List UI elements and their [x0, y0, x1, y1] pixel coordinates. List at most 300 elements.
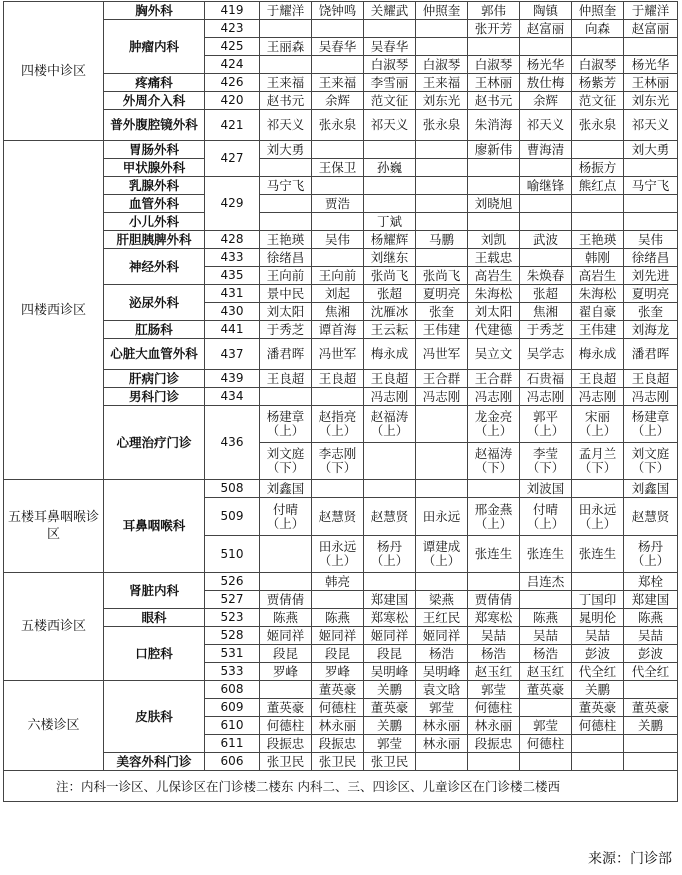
doctor-cell: [416, 480, 468, 498]
doctor-cell: 丁国印: [572, 591, 624, 609]
table-row: [4, 2, 678, 20]
doctor-cell: 王良超: [364, 370, 416, 388]
doctor-cell: 王载忠: [468, 249, 520, 267]
doctor-cell: 邢金燕 （上）: [468, 498, 520, 536]
doctor-cell: 韩刚: [572, 249, 624, 267]
doctor-cell: 吴喆: [468, 627, 520, 645]
department-cell: 神经外科: [104, 249, 205, 285]
room-cell: 609: [205, 699, 260, 717]
doctor-cell: [312, 388, 364, 406]
doctor-cell: 罗峰: [312, 663, 364, 681]
doctor-cell: 刘凯: [468, 231, 520, 249]
doctor-cell: [416, 177, 468, 195]
room-cell: 431: [205, 285, 260, 303]
doctor-cell: 王伟建: [572, 321, 624, 339]
doctor-cell: 徐绪昌: [624, 249, 678, 267]
doctor-cell: 贾倩倩: [260, 591, 312, 609]
table-row: [4, 249, 678, 267]
doctor-cell: [416, 20, 468, 38]
doctor-cell: [260, 20, 312, 38]
doctor-cell: 姬同祥: [312, 627, 364, 645]
room-cell: 611: [205, 735, 260, 753]
doctor-cell: 代建德: [468, 321, 520, 339]
doctor-cell: [624, 213, 678, 231]
doctor-cell: 郑寒松: [468, 609, 520, 627]
doctor-cell: 晁明伦: [572, 609, 624, 627]
doctor-cell: 贾浩: [312, 195, 364, 213]
doctor-cell: [312, 591, 364, 609]
doctor-cell: [260, 536, 312, 573]
doctor-cell: 喻继锋: [520, 177, 572, 195]
doctor-cell: 朱海松: [572, 285, 624, 303]
doctor-cell: 何德柱: [520, 735, 572, 753]
department-cell: 疼痛科: [104, 74, 205, 92]
doctor-cell: 王丽森: [260, 38, 312, 56]
table-row: [4, 195, 678, 213]
doctor-cell: 冯世军: [416, 339, 468, 370]
doctor-cell: [416, 443, 468, 480]
doctor-cell: 熊红点: [572, 177, 624, 195]
room-cell: 421: [205, 110, 260, 141]
department-cell: 心脏大血管外科: [104, 339, 205, 370]
doctor-cell: 吴喆: [520, 627, 572, 645]
doctor-cell: 潘君晖: [624, 339, 678, 370]
doctor-cell: [416, 159, 468, 177]
room-cell: 606: [205, 753, 260, 771]
department-cell: 血管外科: [104, 195, 205, 213]
doctor-cell: 谭建成 （上）: [416, 536, 468, 573]
doctor-cell: 郭莹: [520, 717, 572, 735]
doctor-cell: 徐绪昌: [260, 249, 312, 267]
doctor-cell: 刘东光: [416, 92, 468, 110]
doctor-cell: 罗峰: [260, 663, 312, 681]
doctor-cell: 刘大勇: [624, 141, 678, 159]
department-cell: 胃肠外科: [104, 141, 205, 159]
department-cell: 眼科: [104, 609, 205, 627]
doctor-cell: 吴喆: [624, 627, 678, 645]
doctor-cell: [416, 38, 468, 56]
doctor-cell: 吴明峰: [364, 663, 416, 681]
doctor-cell: 高岩生: [468, 267, 520, 285]
room-cell: 508: [205, 480, 260, 498]
doctor-cell: 曹海清: [520, 141, 572, 159]
doctor-cell: [520, 699, 572, 717]
doctor-cell: 郭莹: [364, 735, 416, 753]
room-cell: 428: [205, 231, 260, 249]
table-row: [4, 285, 678, 303]
doctor-cell: 王林丽: [624, 74, 678, 92]
doctor-cell: [416, 141, 468, 159]
doctor-cell: [624, 753, 678, 771]
doctor-cell: 王良超: [572, 370, 624, 388]
doctor-cell: [572, 195, 624, 213]
doctor-cell: 刘文庭 （下）: [260, 443, 312, 480]
doctor-cell: [416, 195, 468, 213]
doctor-cell: 向森: [572, 20, 624, 38]
doctor-cell: 王来福: [312, 74, 364, 92]
doctor-cell: [364, 573, 416, 591]
doctor-cell: 刘大勇: [260, 141, 312, 159]
table-row: [4, 74, 678, 92]
doctor-cell: [624, 735, 678, 753]
doctor-cell: [260, 195, 312, 213]
doctor-cell: 刘太阳: [468, 303, 520, 321]
doctor-cell: 关鹏: [624, 717, 678, 735]
doctor-cell: 景中民: [260, 285, 312, 303]
doctor-cell: 宋丽 （上）: [572, 406, 624, 443]
doctor-cell: 王来福: [416, 74, 468, 92]
doctor-cell: [624, 681, 678, 699]
doctor-cell: 孟月兰 （下）: [572, 443, 624, 480]
doctor-cell: 沈雁冰: [364, 303, 416, 321]
doctor-cell: [416, 406, 468, 443]
doctor-cell: 田永远 （上）: [572, 498, 624, 536]
doctor-cell: 李雪丽: [364, 74, 416, 92]
doctor-cell: [416, 573, 468, 591]
doctor-cell: 王向前: [260, 267, 312, 285]
doctor-cell: 王合群: [468, 370, 520, 388]
doctor-cell: 梅永成: [572, 339, 624, 370]
department-cell: 乳腺外科: [104, 177, 205, 195]
source-credit: 来源：门诊部: [588, 851, 672, 867]
doctor-cell: 段振忠: [312, 735, 364, 753]
doctor-cell: [312, 213, 364, 231]
department-cell: 甲状腺外科: [104, 159, 205, 177]
doctor-cell: 赵书元: [260, 92, 312, 110]
doctor-cell: 林永丽: [312, 717, 364, 735]
doctor-cell: 张永泉: [416, 110, 468, 141]
doctor-cell: 于耀洋: [260, 2, 312, 20]
room-cell: 429: [205, 177, 260, 231]
table-row: [4, 388, 678, 406]
doctor-cell: [572, 573, 624, 591]
doctor-cell: [468, 159, 520, 177]
room-cell: 427: [205, 141, 260, 177]
doctor-cell: 张卫民: [260, 753, 312, 771]
doctor-cell: 郭伟: [468, 2, 520, 20]
doctor-cell: 张开芳: [468, 20, 520, 38]
doctor-cell: 董英豪: [260, 699, 312, 717]
doctor-cell: 孙巍: [364, 159, 416, 177]
doctor-cell: 何德柱: [468, 699, 520, 717]
doctor-cell: 敖仕梅: [520, 74, 572, 92]
doctor-cell: 田永远: [416, 498, 468, 536]
doctor-cell: 石贵福: [520, 370, 572, 388]
doctor-cell: 郑寒松: [364, 609, 416, 627]
doctor-cell: [364, 177, 416, 195]
table-row: [4, 159, 678, 177]
doctor-cell: 付晴 （上）: [260, 498, 312, 536]
doctor-cell: [312, 56, 364, 74]
doctor-cell: 何德柱: [260, 717, 312, 735]
doctor-cell: 段昆: [312, 645, 364, 663]
doctor-cell: 吴春华: [312, 38, 364, 56]
doctor-cell: [260, 159, 312, 177]
doctor-cell: 张超: [364, 285, 416, 303]
doctor-cell: 代全红: [624, 663, 678, 681]
note-row: [4, 771, 678, 802]
doctor-cell: 刘太阳: [260, 303, 312, 321]
doctor-cell: 于耀洋: [624, 2, 678, 20]
doctor-cell: 刘先进: [624, 267, 678, 285]
doctor-cell: 郭莹: [468, 681, 520, 699]
doctor-cell: 朱焕春: [520, 267, 572, 285]
doctor-cell: [364, 20, 416, 38]
doctor-cell: [624, 159, 678, 177]
room-cell: 509: [205, 498, 260, 536]
room-cell: 436: [205, 406, 260, 480]
doctor-cell: 关鹏: [364, 681, 416, 699]
doctor-cell: 杨光华: [520, 56, 572, 74]
doctor-cell: 林永丽: [416, 717, 468, 735]
doctor-cell: 于秀芝: [520, 321, 572, 339]
doctor-cell: 郑建国: [624, 591, 678, 609]
doctor-cell: 刘东光: [624, 92, 678, 110]
room-cell: 527: [205, 591, 260, 609]
doctor-cell: 杨浩: [520, 645, 572, 663]
doctor-cell: 赵富丽: [520, 20, 572, 38]
doctor-cell: 段振忠: [260, 735, 312, 753]
doctor-cell: [572, 141, 624, 159]
doctor-cell: 冯志刚: [624, 388, 678, 406]
department-cell: 肛肠科: [104, 321, 205, 339]
room-cell: 426: [205, 74, 260, 92]
doctor-cell: 王来福: [260, 74, 312, 92]
doctor-cell: 张连生: [468, 536, 520, 573]
doctor-cell: 张永泉: [572, 110, 624, 141]
department-cell: 耳鼻咽喉科: [104, 480, 205, 573]
doctor-cell: 冯志刚: [468, 388, 520, 406]
department-cell: 泌尿外科: [104, 285, 205, 321]
room-cell: 423: [205, 20, 260, 38]
room-cell: 437: [205, 339, 260, 370]
doctor-cell: 姬同祥: [364, 627, 416, 645]
doctor-cell: 杨浩: [468, 645, 520, 663]
doctor-cell: [364, 443, 416, 480]
department-cell: 胸外科: [104, 2, 205, 20]
doctor-cell: 郑建国: [364, 591, 416, 609]
doctor-cell: 冯志刚: [572, 388, 624, 406]
room-cell: 608: [205, 681, 260, 699]
doctor-cell: 祁天义: [520, 110, 572, 141]
doctor-cell: 段昆: [260, 645, 312, 663]
doctor-cell: [416, 213, 468, 231]
doctor-cell: 张尚飞: [364, 267, 416, 285]
doctor-cell: 段昆: [364, 645, 416, 663]
doctor-cell: 夏明亮: [624, 285, 678, 303]
doctor-cell: 董英豪: [572, 699, 624, 717]
doctor-cell: 梁燕: [416, 591, 468, 609]
doctor-cell: 白淑琴: [572, 56, 624, 74]
doctor-cell: [416, 249, 468, 267]
doctor-cell: [260, 681, 312, 699]
doctor-cell: 何德柱: [312, 699, 364, 717]
doctor-cell: 吴明峰: [416, 663, 468, 681]
room-cell: 439: [205, 370, 260, 388]
doctor-cell: [468, 177, 520, 195]
doctor-cell: [468, 480, 520, 498]
doctor-cell: 范文征: [364, 92, 416, 110]
table-row: [4, 480, 678, 498]
room-cell: 430: [205, 303, 260, 321]
department-cell: 外周介入科: [104, 92, 205, 110]
doctor-cell: 吴春华: [364, 38, 416, 56]
doctor-cell: 张奎: [416, 303, 468, 321]
doctor-cell: 韩亮: [312, 573, 364, 591]
doctor-cell: 王艳瑛: [260, 231, 312, 249]
doctor-cell: 张连生: [572, 536, 624, 573]
doctor-cell: 祁天义: [364, 110, 416, 141]
doctor-cell: 陈燕: [260, 609, 312, 627]
doctor-cell: 冯志刚: [520, 388, 572, 406]
doctor-cell: 赵慧贤: [312, 498, 364, 536]
doctor-cell: 吴学志: [520, 339, 572, 370]
doctor-cell: 杨光华: [624, 56, 678, 74]
doctor-cell: [364, 195, 416, 213]
doctor-cell: 陈燕: [312, 609, 364, 627]
room-cell: 531: [205, 645, 260, 663]
doctor-cell: 刘海龙: [624, 321, 678, 339]
doctor-cell: 杨建章 （上）: [624, 406, 678, 443]
doctor-cell: 李志刚 （下）: [312, 443, 364, 480]
doctor-cell: 范文征: [572, 92, 624, 110]
doctor-cell: 张卫民: [364, 753, 416, 771]
doctor-cell: 刘晓旭: [468, 195, 520, 213]
doctor-cell: 杨耀辉: [364, 231, 416, 249]
doctor-cell: 王云耘: [364, 321, 416, 339]
doctor-cell: 赵福涛 （上）: [364, 406, 416, 443]
doctor-cell: 杨浩: [416, 645, 468, 663]
department-cell: 肝胆胰脾外科: [104, 231, 205, 249]
doctor-cell: 王红民: [416, 609, 468, 627]
doctor-cell: 付晴 （上）: [520, 498, 572, 536]
department-cell: 肿瘤内科: [104, 20, 205, 74]
doctor-cell: 马宁飞: [624, 177, 678, 195]
doctor-cell: [520, 249, 572, 267]
doctor-cell: 彭波: [624, 645, 678, 663]
department-cell: 小儿外科: [104, 213, 205, 231]
department-cell: 男科门诊: [104, 388, 205, 406]
table-row: [4, 213, 678, 231]
doctor-cell: [572, 753, 624, 771]
doctor-cell: 赵慧贤: [364, 498, 416, 536]
doctor-cell: 赵书元: [468, 92, 520, 110]
footnote: 注：内科一诊区、儿保诊区在门诊楼二楼东 内科二、三、四诊区、儿童诊区在门诊楼二楼西: [4, 771, 678, 802]
doctor-cell: 彭波: [572, 645, 624, 663]
doctor-cell: 刘鑫国: [624, 480, 678, 498]
doctor-cell: 关耀武: [364, 2, 416, 20]
doctor-cell: [260, 388, 312, 406]
doctor-cell: 仲照奎: [572, 2, 624, 20]
table-row: [4, 110, 678, 141]
doctor-cell: 王艳瑛: [572, 231, 624, 249]
doctor-cell: 赵富丽: [624, 20, 678, 38]
doctor-cell: 张奎: [624, 303, 678, 321]
area-cell: 五楼西诊区: [4, 573, 104, 681]
doctor-cell: 贾倩倩: [468, 591, 520, 609]
doctor-cell: 吴伟: [312, 231, 364, 249]
table-row: [4, 406, 678, 443]
doctor-cell: [312, 141, 364, 159]
doctor-cell: [572, 213, 624, 231]
doctor-cell: 代全红: [572, 663, 624, 681]
department-cell: 口腔科: [104, 627, 205, 681]
doctor-cell: [572, 38, 624, 56]
doctor-cell: 陈燕: [520, 609, 572, 627]
doctor-cell: 王保卫: [312, 159, 364, 177]
doctor-cell: 祁天义: [624, 110, 678, 141]
doctor-cell: 祁天义: [260, 110, 312, 141]
table-row: [4, 753, 678, 771]
doctor-cell: 董英豪: [624, 699, 678, 717]
doctor-cell: 廖新伟: [468, 141, 520, 159]
doctor-cell: 龙金亮 （上）: [468, 406, 520, 443]
doctor-cell: 董英豪: [364, 699, 416, 717]
doctor-cell: [260, 573, 312, 591]
doctor-cell: 高岩生: [572, 267, 624, 285]
doctor-cell: 杨振方: [572, 159, 624, 177]
room-cell: 419: [205, 2, 260, 20]
doctor-cell: [468, 573, 520, 591]
doctor-cell: 张卫民: [312, 753, 364, 771]
doctor-cell: 吴伟: [624, 231, 678, 249]
room-cell: 434: [205, 388, 260, 406]
doctor-cell: 王林丽: [468, 74, 520, 92]
schedule-table: [3, 1, 678, 802]
doctor-cell: 杨建章 （上）: [260, 406, 312, 443]
doctor-cell: [312, 480, 364, 498]
doctor-cell: 刘起: [312, 285, 364, 303]
doctor-cell: 白淑琴: [416, 56, 468, 74]
room-cell: 441: [205, 321, 260, 339]
doctor-cell: 关鹏: [572, 681, 624, 699]
doctor-cell: [312, 20, 364, 38]
room-cell: 528: [205, 627, 260, 645]
doctor-cell: 于秀芝: [260, 321, 312, 339]
doctor-cell: 王合群: [416, 370, 468, 388]
doctor-cell: 翟自豪: [572, 303, 624, 321]
doctor-cell: [364, 141, 416, 159]
doctor-cell: 杨紫芳: [572, 74, 624, 92]
doctor-cell: 丁斌: [364, 213, 416, 231]
table-row: [4, 141, 678, 159]
doctor-cell: 王良超: [624, 370, 678, 388]
doctor-cell: 仲照奎: [416, 2, 468, 20]
doctor-cell: 郑栓: [624, 573, 678, 591]
department-cell: 普外腹腔镜外科: [104, 110, 205, 141]
doctor-cell: [520, 159, 572, 177]
doctor-cell: 朱海松: [468, 285, 520, 303]
doctor-cell: 梅永成: [364, 339, 416, 370]
department-cell: 肾脏内科: [104, 573, 205, 609]
doctor-cell: 吴喆: [572, 627, 624, 645]
doctor-cell: 余辉: [520, 92, 572, 110]
doctor-cell: [468, 38, 520, 56]
doctor-cell: 王向前: [312, 267, 364, 285]
doctor-cell: 马宁飞: [260, 177, 312, 195]
room-cell: 523: [205, 609, 260, 627]
doctor-cell: 张连生: [520, 536, 572, 573]
doctor-cell: [312, 249, 364, 267]
area-cell: 五楼耳鼻咽喉诊区: [4, 480, 104, 573]
doctor-cell: [624, 195, 678, 213]
doctor-cell: 董英豪: [312, 681, 364, 699]
doctor-cell: 姬同祥: [416, 627, 468, 645]
doctor-cell: 郭平 （上）: [520, 406, 572, 443]
room-cell: 420: [205, 92, 260, 110]
doctor-cell: [572, 735, 624, 753]
doctor-cell: 陶镇: [520, 2, 572, 20]
